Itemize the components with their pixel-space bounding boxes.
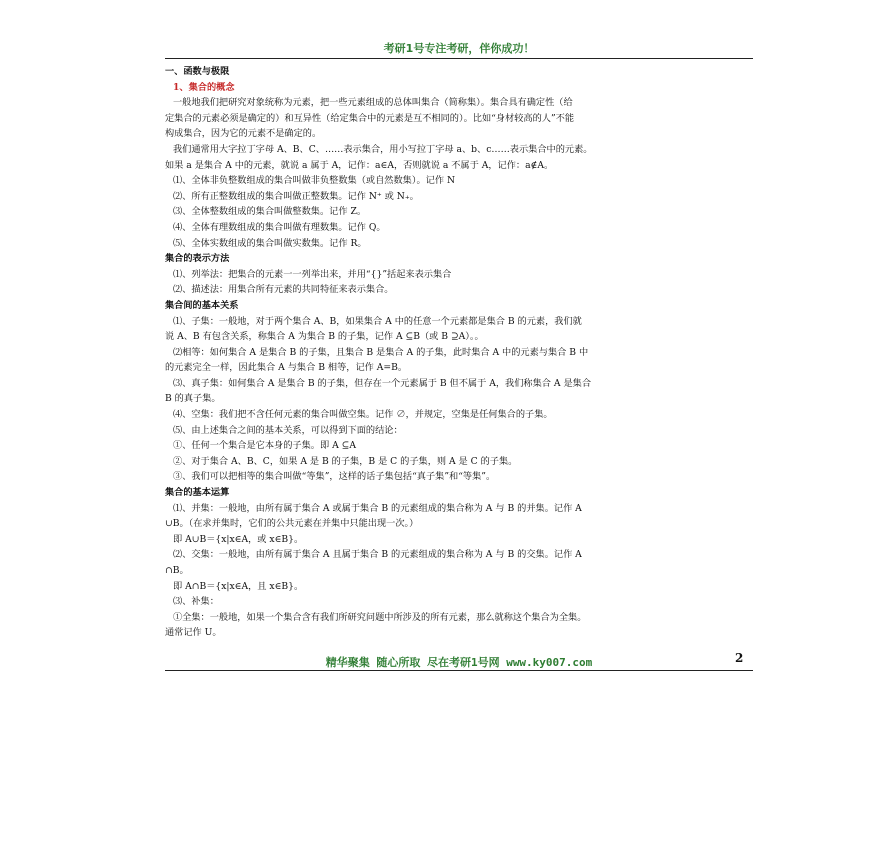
- text-line: B 的真子集。: [165, 393, 221, 405]
- text-line: ∩B。: [165, 565, 189, 576]
- text-line: ⑴、并集：一般地，由所有属于集合 A 或属于集合 B 的元素组成的集合称为 A 与 B 的并集。记作 A: [173, 502, 582, 514]
- text-line: ∪B。（在求并集时，它们的公共元素在并集中只能出现一次。）: [165, 518, 419, 530]
- text-line: ①、任何一个集合是它本身的子集。即 A ⊆A: [173, 440, 356, 452]
- text-line: ⑶、补集：: [173, 596, 219, 608]
- text-line: 定集合的元素必须是确定的）和互异性（给定集合中的元素是互不相同的）。比如“身材较高的人”不能: [165, 112, 575, 124]
- text-line: ⑵、所有正整数组成的集合叫做正整数集。记作 N⁺ 或 N₊。: [173, 190, 419, 202]
- text-line: 1、集合的概念: [173, 81, 235, 93]
- text-line: ⑴、列举法：把集合的元素一一列举出来，并用“{}”括起来表示集合: [173, 268, 452, 280]
- text-line: ②、对于集合 A、B、C，如果 A 是 B 的子集，B 是 C 的子集，则 A 是 C 的子集。: [173, 455, 518, 467]
- text-line: ⑸、由上述集合之间的基本关系，可以得到下面的结论：: [173, 424, 403, 436]
- text-line: 的元素完全一样，因此集合 A 与集合 B 相等，记作 A=B。: [165, 362, 408, 374]
- text-line: ⑸、全体实数组成的集合叫做实数集。记作 R。: [173, 237, 367, 249]
- text-line: ③、我们可以把相等的集合叫做“等集”，这样的话子集包括“真子集”和“等集”。: [173, 471, 496, 483]
- text-line: ⑵相等：如何集合 A 是集合 B 的子集，且集合 B 是集合 A 的子集，此时集合 A 中的元素与集合 B 中: [173, 346, 589, 358]
- text-line: 我们通常用大字拉丁字母 A、B、C、……表示集合，用小写拉丁字母 a、b、c……表示集合中的元素。: [173, 143, 593, 155]
- page-footer: 精华聚集 随心所取 尽在考研1号网 www.ky007.com: [325, 656, 593, 669]
- text-line: 集合的基本运算: [165, 487, 230, 499]
- text-line: 即 A∩B＝{x|x∈A，且 x∈B}。: [173, 580, 304, 592]
- text-line: 一、函数与极限: [165, 66, 230, 77]
- text-line: 如果 a 是集合 A 中的元素，就说 a 属于 A，记作：a∈A，否则就说 a 不属于 A，记作：a∉A。: [165, 159, 554, 171]
- text-line: 通常记作 U。: [165, 627, 222, 639]
- text-line: ⑴、全体非负整数组成的集合叫做非负整数集（或自然数集）。记作 N: [173, 175, 455, 187]
- page-number: 2: [735, 651, 744, 665]
- footer-divider: [165, 670, 753, 671]
- text-line: ⑵、描述法：用集合所有元素的共同特征来表示集合。: [173, 284, 394, 296]
- text-line: ⑵、交集：一般地，由所有属于集合 A 且属于集合 B 的元素组成的集合称为 A 与 B 的交集。记作 A: [173, 549, 582, 561]
- text-line: 一般地我们把研究对象统称为元素，把一些元素组成的总体叫集合（简称集）。集合具有确定性（给: [173, 97, 573, 109]
- text-line: ⑷、空集：我们把不含任何元素的集合叫做空集。记作 ∅，并规定，空集是任何集合的子集。: [173, 409, 553, 421]
- text-line: 集合间的基本关系: [165, 299, 239, 311]
- header-divider: [165, 58, 753, 59]
- text-line: ①全集：一般地，如果一个集合含有我们所研究问题中所涉及的所有元素，那么就称这个集合为全集。: [173, 611, 587, 623]
- text-line: ⑶、全体整数组成的集合叫做整数集。记作 Z。: [173, 206, 367, 218]
- text-line: 构成集合，因为它的元素不是确定的。: [165, 128, 322, 140]
- text-line: ⑴、子集：一般地，对于两个集合 A、B，如果集合 A 中的任意一个元素都是集合 B 的元素，我们就: [173, 315, 582, 327]
- text-line: ⑶、真子集：如何集合 A 是集合 B 的子集，但存在一个元素属于 B 但不属于 A，我们称集合 A 是集合: [173, 377, 592, 389]
- document-body: [165, 64, 753, 641]
- text-line: ⑷、全体有理数组成的集合叫做有理数集。记作 Q。: [173, 221, 386, 233]
- page-header: 考研1号专注考研，伴你成功！: [383, 42, 535, 55]
- text-line: 集合的表示方法: [165, 253, 230, 265]
- text-line: 说 A、B 有包含关系，称集合 A 为集合 B 的子集，记作 A ⊆B（或 B ⊇A）。。: [165, 331, 484, 343]
- text-line: 即 A∪B＝{x|x∈A，或 x∈B}。: [173, 533, 304, 545]
